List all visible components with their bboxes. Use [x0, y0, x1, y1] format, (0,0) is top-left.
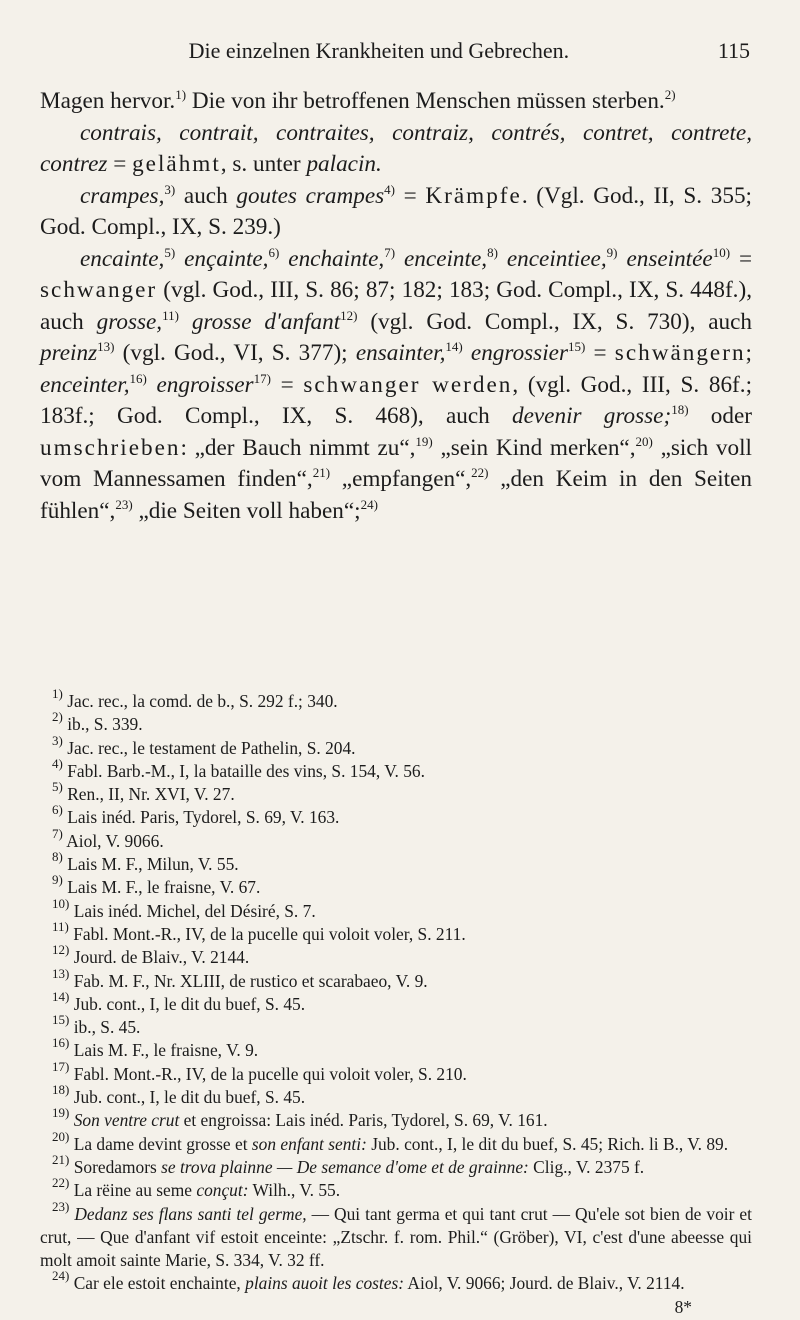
text-run: Jac. rec., la comd. de b., S. 292 f.; 340. — [67, 691, 338, 711]
italic-text: grosse d'anfant — [191, 308, 341, 335]
text-run: ib., S. 339. — [67, 714, 143, 735]
footnote-number: 13) — [52, 965, 70, 981]
footnote — [40, 755, 752, 783]
footnote-ref: 7) — [384, 244, 396, 260]
footnote-number: 2) — [52, 709, 63, 725]
text-run: „sein Kind merken“, — [432, 434, 636, 461]
text-run — [463, 340, 471, 366]
footnote-number: 10) — [52, 895, 70, 911]
footnote-ref: 5) — [164, 244, 176, 260]
italic-text: se trova plainne — De semance d'ome et de grainne: — [161, 1156, 529, 1177]
spaced-term: umschrieben — [40, 434, 181, 461]
footnote — [40, 918, 752, 946]
page-number: 115 — [717, 38, 750, 63]
footnote — [40, 965, 752, 993]
footnote-number: 3) — [52, 732, 63, 748]
footnote-ref: 4) — [384, 181, 395, 197]
footnote — [40, 779, 752, 806]
text-run: ib., S. 45. — [73, 1017, 141, 1038]
italic-text: enceinte, — [404, 245, 488, 272]
paragraph — [40, 86, 752, 118]
text-run — [279, 246, 288, 272]
text-run: Fabl. Barb.-M., I, la bataille des vins, S. 154, V. 56. — [67, 760, 425, 781]
footnote-ref: 17) — [253, 370, 271, 386]
footnote-ref: 6) — [268, 244, 280, 260]
spaced-term: schwanger werden — [303, 371, 513, 398]
text-run: Clig., V. 2375 f. — [528, 1156, 645, 1177]
footnote-number: 17) — [52, 1058, 70, 1074]
footnote-ref: 9) — [606, 244, 618, 260]
text-run: . (Vgl. God., II, S. 355; God. Compl., IX, S. 239.) — [40, 182, 752, 240]
spaced-term: gelähmt — [132, 151, 221, 177]
text-run: (vgl. God. Compl., IX, S. 730), auch — [357, 308, 752, 335]
footnote-ref: 10) — [712, 244, 731, 260]
text-run: Magen hervor. — [40, 88, 176, 114]
italic-text: devenir grosse; — [512, 403, 672, 429]
italic-text: encainte, — [80, 245, 165, 272]
text-run — [175, 246, 184, 272]
italic-text: enchainte, — [288, 245, 385, 272]
italic-text: ençainte, — [184, 245, 269, 272]
text-run: Jourd. de Blaiv., V. 2144. — [73, 947, 250, 968]
footnote-number: 11) — [52, 918, 69, 934]
text-run: Die von ihr betroffenen Menschen müssen sterben. — [186, 88, 665, 114]
italic-text: engrossier — [470, 340, 568, 366]
text-run: Lais inéd. Paris, Tydorel, S. 69, V. 163. — [67, 807, 340, 828]
footnote-number: 8) — [52, 849, 63, 865]
italic-text: plains auoit les costes: — [245, 1273, 405, 1294]
text-run: — Qui tant germa et qui tant crut — Qu'ele sot bien de voir et crut, — Que d'anfant vif estoit enceinte: „Ztschr. f. rom. Phil.“ (Gröber), VI, c'est d'une abeesse qui molt amoit sainte Marie, S. 334, V. 32 ff. — [40, 1203, 752, 1271]
footnote — [40, 1198, 752, 1273]
text-run — [395, 246, 404, 272]
footnote — [40, 942, 752, 969]
footnote-ref: 11) — [162, 307, 179, 323]
footnote — [40, 1128, 752, 1156]
italic-text: enceinter, — [40, 371, 130, 398]
footnote — [40, 895, 752, 923]
footnote-number: 7) — [52, 825, 63, 841]
footnote-number: 18) — [52, 1082, 70, 1098]
italic-text: crampes, — [80, 182, 165, 209]
footnote — [40, 1035, 752, 1062]
text-run — [498, 246, 507, 272]
italic-text: preinz — [40, 340, 98, 366]
spaced-term: Krämpfe — [425, 182, 522, 209]
text-run: Lais inéd. Michel, del Désiré, S. 7. — [73, 900, 316, 921]
text-run: auch — [175, 182, 237, 209]
footnote-ref: 8) — [487, 244, 498, 260]
text-run: La rëine au seme — [73, 1180, 197, 1201]
footnote-number: 21) — [52, 1151, 70, 1167]
italic-text: Dedanz ses flans santi tel germe, — [74, 1203, 307, 1224]
text-run: (vgl. God., VI, S. 377); — [114, 340, 356, 366]
signature-mark: 8* — [674, 1296, 692, 1317]
text-run: Fabl. Mont.-R., IV, de la pucelle qui voloit voler, S. 211. — [73, 923, 466, 944]
footnote-ref: 20) — [635, 433, 653, 449]
italic-text: Son ventre crut — [73, 1110, 180, 1131]
footnote-number: 22) — [52, 1175, 70, 1191]
footnote — [40, 872, 752, 899]
footnote — [40, 825, 752, 853]
paragraph — [40, 244, 752, 528]
italic-text: enseintée — [626, 245, 713, 272]
italic-text: enceintiee, — [506, 245, 607, 272]
text-run: Jub. cont., I, le dit du buef, S. 45. — [73, 1087, 306, 1108]
text-run: : „der Bauch nimmt zu“, — [180, 434, 416, 461]
footnote-ref: 24) — [360, 496, 378, 512]
footnote-ref: 12) — [340, 307, 358, 323]
text-run: Jub. cont., I, le dit du buef, S. 45. — [73, 993, 306, 1014]
italic-text: son enfant senti: — [251, 1133, 367, 1154]
italic-text: contrais, contrait, contraites, contraiz, contrés, contret, contrete, contrez — [40, 119, 752, 177]
footnote-ref: 1) — [175, 87, 187, 102]
text-run: Fabl. Mont.-R., IV, de la pucelle qui voloit voler, S. 210. — [73, 1063, 467, 1084]
italic-text: grosse, — [96, 308, 163, 335]
text-run: Fab. M. F., Nr. XLIII, de rustico et scarabaeo, V. 9. — [73, 970, 428, 991]
text-run: = — [394, 182, 426, 209]
footnote-number: 9) — [52, 872, 63, 888]
running-header — [40, 38, 750, 64]
text-run: Jac. rec., le testament de Pathelin, S. 204. — [67, 737, 356, 758]
footnotes — [40, 686, 752, 1319]
spaced-term: schwängern — [614, 340, 746, 366]
footnote — [40, 1058, 752, 1086]
footnote-ref: 3) — [164, 181, 176, 197]
footnote-number: 4) — [52, 755, 63, 771]
italic-text: ensainter, — [355, 340, 446, 366]
text-run: , (vgl. God., III, S. 86f.; 183f.; God. Compl., IX, S. 468), auch — [40, 371, 753, 429]
footnote — [40, 849, 752, 876]
footnote-number: 20) — [52, 1128, 70, 1144]
text-run: „den Keim in den Seiten fühlen“, — [40, 466, 752, 524]
text-run: , s. unter — [220, 151, 307, 177]
paragraph — [40, 181, 752, 244]
footnote — [40, 1012, 752, 1039]
text-run: = — [730, 245, 753, 272]
footnote — [40, 732, 752, 760]
text-run: = — [585, 340, 615, 366]
footnote-ref: 14) — [445, 339, 463, 354]
text-run: Lais M. F., le fraisne, V. 9. — [73, 1040, 259, 1061]
italic-text: conçut: — [196, 1180, 249, 1201]
text-run: et engroissa: Lais inéd. Paris, Tydorel, S. 69, V. 161. — [179, 1110, 548, 1131]
main-text — [40, 86, 752, 527]
footnote-number: 24) — [52, 1268, 70, 1284]
footnote-number: 16) — [52, 1035, 70, 1051]
text-run: Aiol, V. 9066; Jourd. de Blaiv., V. 2114. — [404, 1273, 685, 1294]
text-run: Ren., II, Nr. XVI, V. 27. — [67, 784, 235, 805]
spaced-term: schwanger — [40, 277, 158, 303]
footnote — [40, 686, 752, 713]
text-run: = — [107, 151, 133, 177]
footnote-ref: 13) — [97, 339, 115, 354]
text-run: Lais M. F., le fraisne, V. 67. — [67, 877, 261, 898]
footnote-ref: 16) — [129, 370, 147, 386]
footnote-ref: 19) — [415, 433, 433, 449]
paragraph — [40, 118, 752, 181]
running-title: Die einzelnen Krankheiten und Gebrechen. — [188, 38, 570, 63]
footnote — [40, 709, 752, 736]
footnote-ref: 15) — [567, 339, 586, 354]
footnote — [40, 1175, 752, 1202]
footnote-number: 1) — [52, 686, 63, 701]
italic-text: palacin. — [306, 151, 382, 177]
text-run — [179, 309, 192, 335]
footnote-ref: 2) — [664, 87, 676, 102]
footnote-number: 15) — [52, 1012, 70, 1028]
footnote-ref: 22) — [471, 465, 489, 480]
text-run: (vgl. God., III, S. 86; 87; 182; 183; God. Compl., IX, S. 448f.), auch — [40, 277, 752, 335]
footnote — [40, 1105, 752, 1132]
text-run: La dame devint grosse et — [73, 1133, 252, 1154]
footnote — [40, 1151, 752, 1179]
text-run: Wilh., V. 55. — [248, 1180, 341, 1201]
text-run: Aiol, V. 9066. — [66, 830, 164, 851]
footnote-number: 12) — [52, 942, 70, 958]
text-run: ; — [745, 340, 752, 366]
text-run: Lais M. F., Milun, V. 55. — [67, 854, 239, 875]
text-run: = — [270, 371, 304, 398]
text-run: „empfangen“, — [330, 466, 472, 492]
footnote — [40, 1268, 752, 1317]
footnote — [40, 988, 752, 1016]
text-run: „sich voll vom Mannessamen finden“, — [40, 434, 753, 492]
text-run — [147, 372, 157, 398]
footnote-ref: 21) — [312, 465, 331, 480]
footnote-number: 23) — [52, 1198, 70, 1214]
footnote-number: 14) — [52, 988, 70, 1004]
text-run: Soredamors — [73, 1156, 162, 1177]
footnote — [40, 1082, 752, 1109]
italic-text: goutes crampes — [236, 182, 385, 209]
text-run: oder — [688, 403, 752, 429]
footnote — [40, 802, 752, 829]
text-run: Car ele estoit enchainte, — [73, 1273, 246, 1294]
text-run: Jub. cont., I, le dit du buef, S. 45; Rich. li B., V. 89. — [366, 1133, 729, 1154]
footnote-number: 5) — [52, 779, 63, 795]
italic-text: engroisser — [156, 371, 254, 398]
footnote-ref: 18) — [671, 402, 689, 417]
footnote-number: 6) — [52, 802, 63, 818]
footnote-ref: 23) — [115, 496, 133, 512]
text-run: „die Seiten voll haben“; — [132, 497, 361, 524]
footnote-number: 19) — [52, 1105, 70, 1121]
